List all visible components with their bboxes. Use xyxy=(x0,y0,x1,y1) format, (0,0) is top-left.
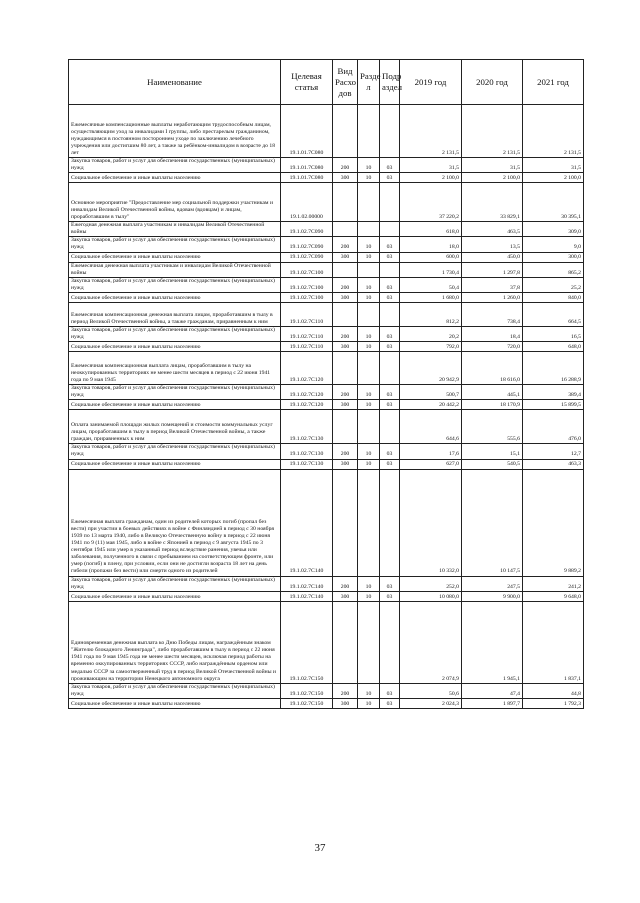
row-2020: 9 900,0 xyxy=(462,591,523,601)
row-podrazdel xyxy=(380,302,400,326)
header-2020: 2020 год xyxy=(462,60,523,105)
table-row xyxy=(69,469,584,576)
row-razdel xyxy=(358,222,380,237)
row-vid: 200 xyxy=(333,444,358,459)
row-podrazdel xyxy=(380,352,400,385)
row-podrazdel: 03 xyxy=(380,326,400,341)
row-2021: 1 837,1 xyxy=(523,601,584,683)
row-code: 19.1.02.7С110 xyxy=(281,342,333,352)
row-name: Закупка товаров, работ и услуг для обеспечения государственных (муниципальных) нужд xyxy=(69,158,281,173)
row-name: Закупка товаров, работ и услуг для обеспечения государственных (муниципальных) нужд xyxy=(69,444,281,459)
row-code: 19.1.01.7С080 xyxy=(281,158,333,173)
page-number: 37 xyxy=(314,842,326,854)
row-podrazdel: 03 xyxy=(380,683,400,698)
row-podrazdel: 03 xyxy=(380,277,400,292)
row-2020: 1 297,8 xyxy=(462,262,523,277)
row-code: 19.1.02.7С120 xyxy=(281,400,333,410)
table-row xyxy=(69,222,584,237)
row-2021: 865,2 xyxy=(523,262,584,277)
row-podrazdel xyxy=(380,183,400,222)
row-podrazdel: 03 xyxy=(380,292,400,302)
row-name: Ежегодная денежная выплата участникам и инвалидам Великой Отечественной войны xyxy=(69,222,281,237)
row-code: 19.1.02.7С130 xyxy=(281,444,333,459)
table-row xyxy=(69,173,584,183)
row-2021: 389,4 xyxy=(523,385,584,400)
row-2021: 31,5 xyxy=(523,158,584,173)
row-podrazdel: 03 xyxy=(380,591,400,601)
row-2021: 664,5 xyxy=(523,302,584,326)
table-row xyxy=(69,576,584,591)
row-name: Социальное обеспечение и иные выплаты населению xyxy=(69,252,281,262)
row-code: 19.1.02.7С120 xyxy=(281,385,333,400)
row-2019: 627,0 xyxy=(400,459,462,469)
row-2021: 44,8 xyxy=(523,683,584,698)
table-row xyxy=(69,326,584,341)
row-name: Оплата занимаемой площади жилых помещений и стоимости коммунальных услуг лицам, проработавшим в тылу в период Великой Отечественной войны, а также граждан, приравненных к ним xyxy=(69,410,281,444)
row-2019: 2 024,3 xyxy=(400,698,462,708)
row-code: 19.1.02.7С110 xyxy=(281,326,333,341)
row-razdel xyxy=(358,302,380,326)
row-vid xyxy=(333,410,358,444)
row-2021: 16,5 xyxy=(523,326,584,341)
row-code: 19.1.02.7С090 xyxy=(281,237,333,252)
header-podrazdel: Подр аздел xyxy=(380,60,400,105)
row-razdel: 10 xyxy=(358,698,380,708)
row-name: Ежемесячная компенсационная денежная выплата лицам, проработавшим в тылу в период Великой Отечественной войны, а также гражданам, приравненным к ним xyxy=(69,302,281,326)
row-2021: 9,0 xyxy=(523,237,584,252)
row-2019: 31,5 xyxy=(400,158,462,173)
row-2021: 2 131,5 xyxy=(523,105,584,158)
row-2020: 540,5 xyxy=(462,459,523,469)
row-code: 19.1.02.7С120 xyxy=(281,352,333,385)
row-2019: 252,0 xyxy=(400,576,462,591)
row-code: 19.1.02.7С150 xyxy=(281,683,333,698)
row-vid: 200 xyxy=(333,683,358,698)
table-body xyxy=(69,105,584,709)
row-code: 19.1.02.7С100 xyxy=(281,262,333,277)
table-row xyxy=(69,292,584,302)
row-vid xyxy=(333,302,358,326)
row-code: 19.1.02.7С100 xyxy=(281,292,333,302)
row-2019: 2 131,5 xyxy=(400,105,462,158)
row-2019: 792,0 xyxy=(400,342,462,352)
row-razdel: 10 xyxy=(358,252,380,262)
row-vid: 300 xyxy=(333,400,358,410)
table-row xyxy=(69,459,584,469)
row-2019: 20 442,2 xyxy=(400,400,462,410)
row-2019: 50,6 xyxy=(400,683,462,698)
row-2019: 50,4 xyxy=(400,277,462,292)
row-name: Основное мероприятие "Предоставление мер социальной поддержки участникам и инвалидам Великой Отечественной войны, вдовам (вдовцам) и лицам, проработавшим в тылу" xyxy=(69,183,281,222)
row-podrazdel: 03 xyxy=(380,698,400,708)
row-vid: 200 xyxy=(333,277,358,292)
row-vid: 200 xyxy=(333,385,358,400)
row-vid: 300 xyxy=(333,173,358,183)
row-2020: 18 616,0 xyxy=(462,352,523,385)
row-2021: 9 648,0 xyxy=(523,591,584,601)
row-razdel: 10 xyxy=(358,158,380,173)
row-razdel: 10 xyxy=(358,173,380,183)
row-2020: 1 945,1 xyxy=(462,601,523,683)
header-razdel: Разде л xyxy=(358,60,380,105)
row-2019: 1 680,0 xyxy=(400,292,462,302)
row-2019: 2 074,9 xyxy=(400,601,462,683)
row-vid xyxy=(333,352,358,385)
row-2020: 450,0 xyxy=(462,252,523,262)
row-2020: 463,5 xyxy=(462,222,523,237)
row-2020: 2 100,0 xyxy=(462,173,523,183)
row-2020: 247,5 xyxy=(462,576,523,591)
row-name: Закупка товаров, работ и услуг для обеспечения государственных (муниципальных) нужд xyxy=(69,385,281,400)
row-name: Закупка товаров, работ и услуг для обеспечения государственных (муниципальных) нужд xyxy=(69,326,281,341)
row-2020: 555,6 xyxy=(462,410,523,444)
row-2021: 463,3 xyxy=(523,459,584,469)
row-vid xyxy=(333,262,358,277)
row-2019: 37 220,2 xyxy=(400,183,462,222)
row-podrazdel xyxy=(380,262,400,277)
table-row xyxy=(69,183,584,222)
header-2021: 2021 год xyxy=(523,60,584,105)
table-row xyxy=(69,400,584,410)
row-name: Закупка товаров, работ и услуг для обеспечения государственных (муниципальных) нужд xyxy=(69,277,281,292)
header-2019: 2019 год xyxy=(400,60,462,105)
budget-table-container xyxy=(68,59,583,709)
row-name: Ежемесячная компенсационная выплата лицам, проработавшим в тылу на неоккупированных территориях не менее шести месяцев в период с 22 июня 1941 года по 9 мая 1945 xyxy=(69,352,281,385)
row-razdel: 10 xyxy=(358,400,380,410)
row-podrazdel xyxy=(380,601,400,683)
table-row xyxy=(69,352,584,385)
table-row xyxy=(69,385,584,400)
row-name: Закупка товаров, работ и услуг для обеспечения государственных (муниципальных) нужд xyxy=(69,576,281,591)
row-name: Единовременная денежная выплата ко Дню Победы лицам, награждённым знаком "Жителю блокадного Ленинграда", либо проработавшим в тылу в период с 22 июня 1941 года по 9 мая 1945 года не менее шести месяцев, исключая период работы на временно оккупированных территориях СССР, либо награждённым орденом или медалью СССР за самоотверженный труд в период Великой Отечественной войны и проживающим на территории Ненецкого автономного округа xyxy=(69,601,281,683)
row-2019: 20 942,9 xyxy=(400,352,462,385)
row-podrazdel: 03 xyxy=(380,444,400,459)
row-razdel: 10 xyxy=(358,385,380,400)
row-podrazdel: 03 xyxy=(380,237,400,252)
header-code: Целевая статья xyxy=(281,60,333,105)
row-2020: 18 170,9 xyxy=(462,400,523,410)
row-razdel xyxy=(358,410,380,444)
row-podrazdel xyxy=(380,469,400,576)
row-code: 19.1.02.7С110 xyxy=(281,302,333,326)
table-row xyxy=(69,342,584,352)
row-name: Закупка товаров, работ и услуг для обеспечения государственных (муниципальных) нужд xyxy=(69,683,281,698)
row-razdel: 10 xyxy=(358,277,380,292)
row-code: 19.1.02.7С090 xyxy=(281,222,333,237)
row-podrazdel xyxy=(380,105,400,158)
row-2019: 644,6 xyxy=(400,410,462,444)
row-2020: 738,4 xyxy=(462,302,523,326)
row-2019: 17,6 xyxy=(400,444,462,459)
row-2020: 15,1 xyxy=(462,444,523,459)
row-2019: 18,0 xyxy=(400,237,462,252)
row-podrazdel xyxy=(380,222,400,237)
row-podrazdel: 03 xyxy=(380,576,400,591)
row-razdel: 10 xyxy=(358,237,380,252)
row-vid: 300 xyxy=(333,591,358,601)
row-2020: 13,5 xyxy=(462,237,523,252)
row-2021: 309,0 xyxy=(523,222,584,237)
row-code: 19.1.02.7С140 xyxy=(281,576,333,591)
row-name: Ежемесячная выплата гражданам, один из родителей которых погиб (пропал без вести) при участии в боевых действиях в войне с Финляндией в период с 30 ноября 1939 по 13 марта 1940, либо в Великую Отечественную войну в период с 22 июня 1941 по 9 (11) мая 1945, либо в войне с Японией в период с 9 августа 1945 по 3 сентября 1945 или умер в указанный период вследствие ранения, увечья или заболевания, полученного в связи с пребыванием на соответствующем фронте, или умер (погиб) в плену, при условии, если они не достигли возраста 18 лет на день гибели (пропажи без вести) или смерти одного из родителей xyxy=(69,469,281,576)
row-2020: 18,4 xyxy=(462,326,523,341)
row-vid: 300 xyxy=(333,252,358,262)
table-row xyxy=(69,683,584,698)
row-vid xyxy=(333,105,358,158)
row-vid: 300 xyxy=(333,292,358,302)
row-razdel xyxy=(358,352,380,385)
row-2020: 2 131,5 xyxy=(462,105,523,158)
row-2019: 500,7 xyxy=(400,385,462,400)
row-2021: 25,2 xyxy=(523,277,584,292)
row-2021: 1 792,3 xyxy=(523,698,584,708)
row-code: 19.1.02.7С140 xyxy=(281,469,333,576)
row-code: 19.1.02.7С100 xyxy=(281,277,333,292)
row-2020: 445,1 xyxy=(462,385,523,400)
row-2020: 10 147,5 xyxy=(462,469,523,576)
row-vid xyxy=(333,183,358,222)
row-vid xyxy=(333,222,358,237)
row-razdel: 10 xyxy=(358,683,380,698)
row-podrazdel: 03 xyxy=(380,252,400,262)
row-code: 19.1.02.7С090 xyxy=(281,252,333,262)
row-2019: 600,0 xyxy=(400,252,462,262)
row-razdel: 10 xyxy=(358,459,380,469)
row-name: Социальное обеспечение и иные выплаты населению xyxy=(69,459,281,469)
row-2020: 720,0 xyxy=(462,342,523,352)
row-podrazdel: 03 xyxy=(380,158,400,173)
row-2021: 300,0 xyxy=(523,252,584,262)
row-name: Социальное обеспечение и иные выплаты населению xyxy=(69,173,281,183)
row-code: 19.1.01.7С080 xyxy=(281,173,333,183)
row-2020: 47,4 xyxy=(462,683,523,698)
row-razdel: 10 xyxy=(358,342,380,352)
row-code: 19.1.02.7С140 xyxy=(281,591,333,601)
row-vid xyxy=(333,469,358,576)
budget-table xyxy=(68,59,584,709)
row-name: Ежемесячная денежная выплата участникам и инвалидам Великой Отечественной войны xyxy=(69,262,281,277)
row-vid: 200 xyxy=(333,326,358,341)
row-2021: 840,0 xyxy=(523,292,584,302)
row-razdel: 10 xyxy=(358,292,380,302)
row-2021: 15 899,5 xyxy=(523,400,584,410)
header-vid: Вид Расхо дов xyxy=(333,60,358,105)
row-2021: 2 100,0 xyxy=(523,173,584,183)
row-razdel: 10 xyxy=(358,576,380,591)
row-code: 19.1.02.00000 xyxy=(281,183,333,222)
row-razdel xyxy=(358,469,380,576)
row-podrazdel: 03 xyxy=(380,173,400,183)
header-name: Наименование xyxy=(69,60,281,105)
row-podrazdel: 03 xyxy=(380,400,400,410)
row-2021: 12,7 xyxy=(523,444,584,459)
table-row xyxy=(69,302,584,326)
row-vid: 300 xyxy=(333,342,358,352)
row-2019: 1 730,4 xyxy=(400,262,462,277)
row-podrazdel: 03 xyxy=(380,385,400,400)
row-name: Социальное обеспечение и иные выплаты населению xyxy=(69,400,281,410)
row-2020: 31,5 xyxy=(462,158,523,173)
row-name: Социальное обеспечение и иные выплаты населению xyxy=(69,591,281,601)
row-2019: 10 332,0 xyxy=(400,469,462,576)
row-2020: 37,8 xyxy=(462,277,523,292)
row-podrazdel xyxy=(380,410,400,444)
row-code: 19.1.02.7С130 xyxy=(281,459,333,469)
row-2021: 476,0 xyxy=(523,410,584,444)
row-vid: 200 xyxy=(333,158,358,173)
row-razdel xyxy=(358,262,380,277)
row-vid: 300 xyxy=(333,698,358,708)
row-vid: 200 xyxy=(333,237,358,252)
row-2021: 648,0 xyxy=(523,342,584,352)
row-razdel: 10 xyxy=(358,444,380,459)
row-2020: 1 260,0 xyxy=(462,292,523,302)
row-2020: 1 897,7 xyxy=(462,698,523,708)
table-row xyxy=(69,444,584,459)
row-vid: 200 xyxy=(333,576,358,591)
row-2021: 241,2 xyxy=(523,576,584,591)
header-row xyxy=(69,60,584,105)
table-row xyxy=(69,410,584,444)
table-row xyxy=(69,591,584,601)
table-header xyxy=(69,60,584,105)
row-2020: 33 829,1 xyxy=(462,183,523,222)
table-row xyxy=(69,601,584,683)
table-row xyxy=(69,262,584,277)
table-row xyxy=(69,277,584,292)
row-razdel xyxy=(358,183,380,222)
row-code: 19.1.02.7С150 xyxy=(281,601,333,683)
row-2019: 2 100,0 xyxy=(400,173,462,183)
row-vid: 300 xyxy=(333,459,358,469)
row-code: 19.1.01.7С080 xyxy=(281,105,333,158)
row-name: Социальное обеспечение и иные выплаты населению xyxy=(69,698,281,708)
row-code: 19.1.02.7С130 xyxy=(281,410,333,444)
row-podrazdel: 03 xyxy=(380,342,400,352)
row-2021: 16 288,9 xyxy=(523,352,584,385)
row-name: Ежемесячные компенсационные выплаты неработающим трудоспособным лицам, осуществляющим уход за инвалидами I группы, либо престарелым гражданином, нуждающимся в постоянном постороннем уходе по заключению лечебного учреждения или достигшим 80 лет, а также за ребёнком-инвалидом в возрасте до 18 лет xyxy=(69,105,281,158)
row-razdel: 10 xyxy=(358,591,380,601)
row-2021: 30 395,1 xyxy=(523,183,584,222)
row-2019: 618,0 xyxy=(400,222,462,237)
row-2021: 9 889,2 xyxy=(523,469,584,576)
row-2019: 812,2 xyxy=(400,302,462,326)
row-code: 19.1.02.7С150 xyxy=(281,698,333,708)
table-row xyxy=(69,698,584,708)
row-2019: 20,2 xyxy=(400,326,462,341)
row-podrazdel: 03 xyxy=(380,459,400,469)
row-name: Закупка товаров, работ и услуг для обеспечения государственных (муниципальных) нужд xyxy=(69,237,281,252)
row-vid xyxy=(333,601,358,683)
row-razdel xyxy=(358,105,380,158)
row-razdel: 10 xyxy=(358,326,380,341)
table-row xyxy=(69,237,584,252)
table-row xyxy=(69,105,584,158)
row-name: Социальное обеспечение и иные выплаты населению xyxy=(69,292,281,302)
row-2019: 10 080,0 xyxy=(400,591,462,601)
row-name: Социальное обеспечение и иные выплаты населению xyxy=(69,342,281,352)
table-row xyxy=(69,158,584,173)
table-row xyxy=(69,252,584,262)
row-razdel xyxy=(358,601,380,683)
